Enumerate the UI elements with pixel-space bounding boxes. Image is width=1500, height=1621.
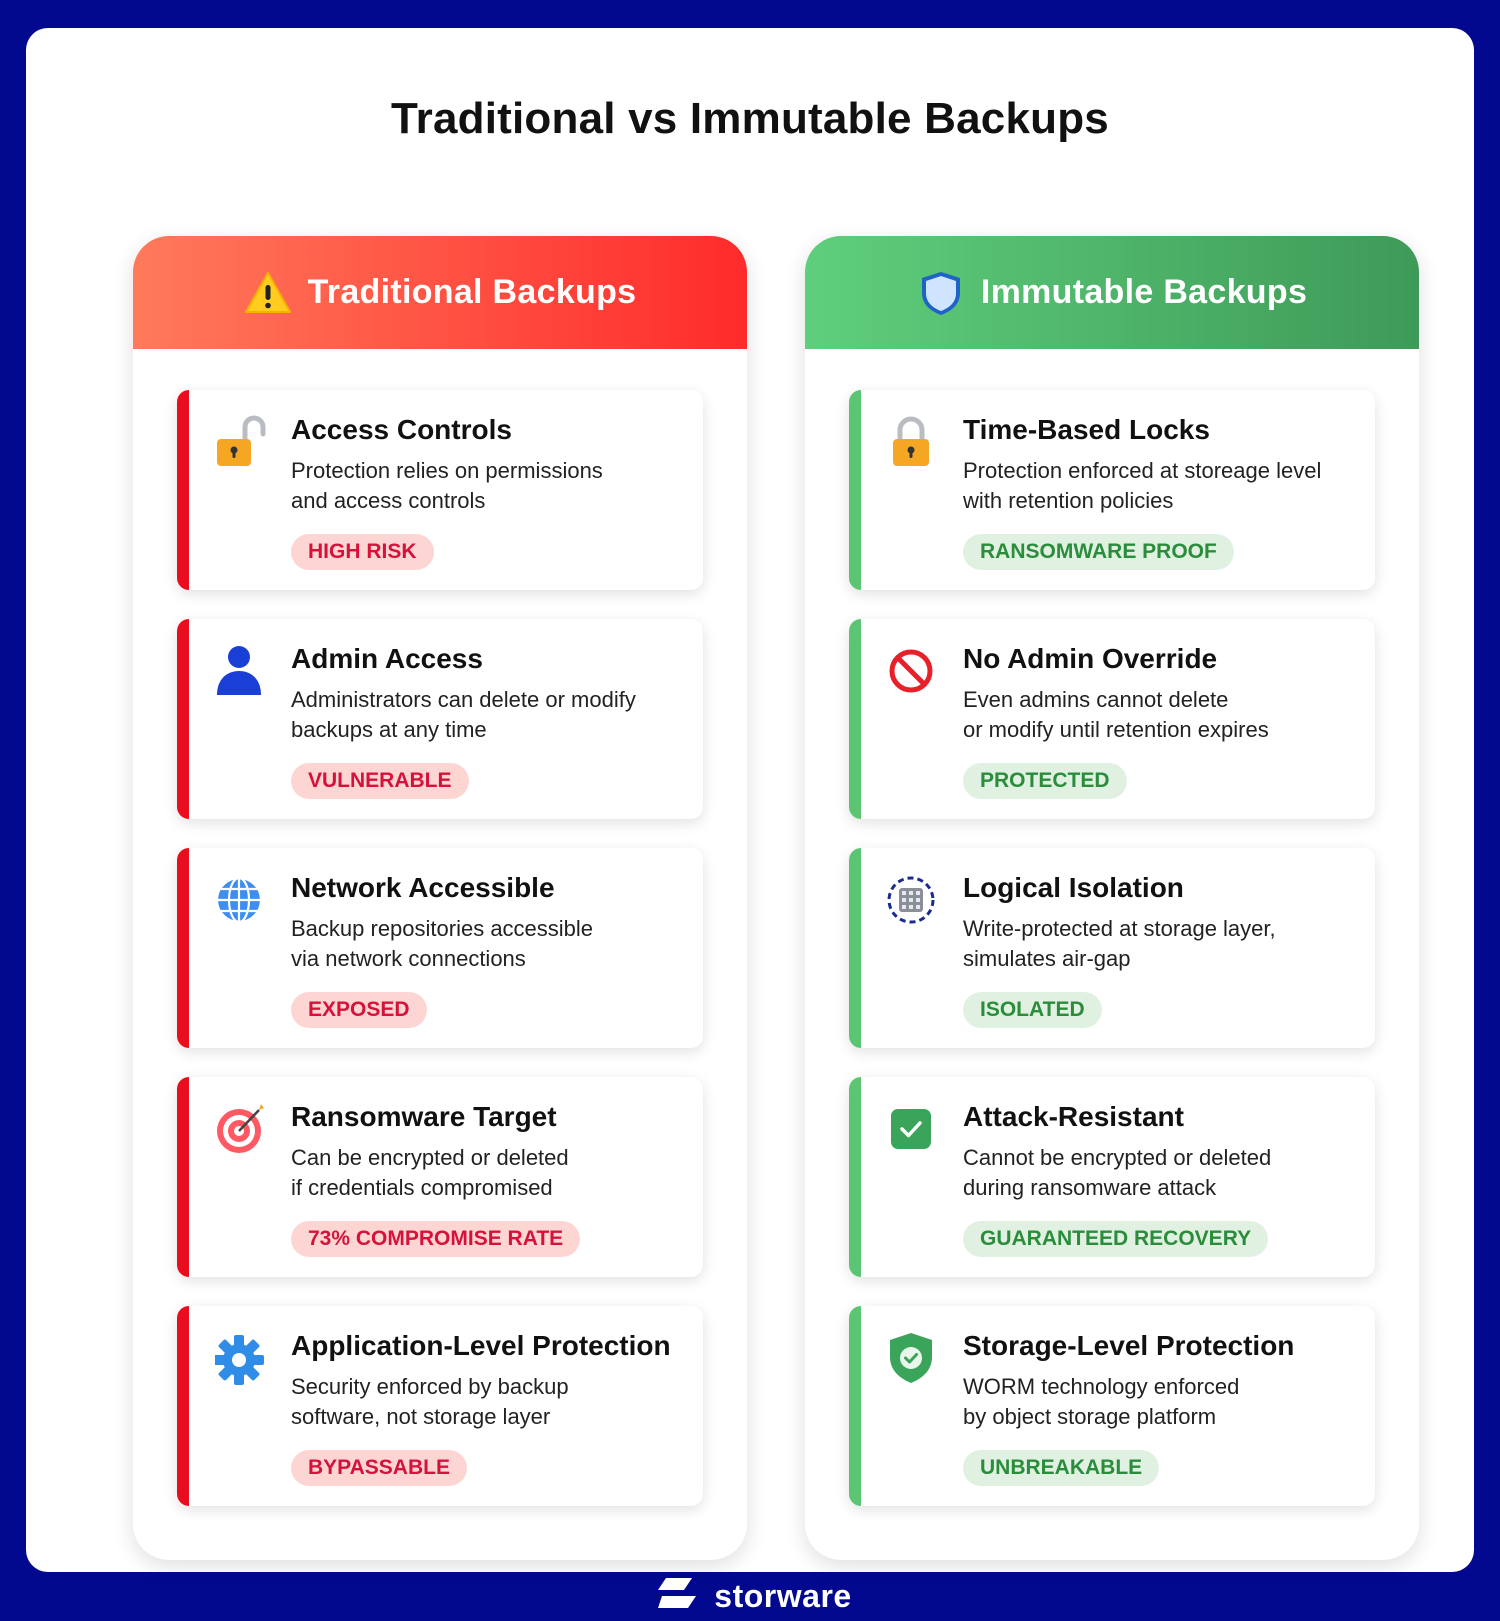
card-title: Ransomware Target — [291, 1101, 557, 1132]
card-title: Time-Based Locks — [963, 414, 1210, 445]
status-badge: PROTECTED — [963, 763, 1127, 799]
storware-logo-icon — [648, 1576, 704, 1616]
card-description-line: during ransomware attack — [963, 1175, 1217, 1200]
card-description — [291, 685, 691, 745]
status-badge: BYPASSABLE — [291, 1450, 467, 1486]
status-badge: ISOLATED — [963, 992, 1102, 1028]
traditional-header-label: Traditional Backups — [307, 273, 637, 311]
card-attack-resistant — [849, 1077, 1375, 1277]
brand-name: storware — [714, 1577, 852, 1614]
card-description-line: Protection relies on permissions — [291, 458, 603, 483]
card-description-line: if credentials compromised — [291, 1175, 553, 1200]
status-badge: UNBREAKABLE — [963, 1450, 1159, 1486]
card-title: Network Accessible — [291, 872, 555, 903]
immutable-backups-column — [805, 236, 1419, 1560]
status-badge: 73% COMPROMISE RATE — [291, 1221, 580, 1257]
card-no-admin-override — [849, 619, 1375, 819]
target-icon — [215, 1101, 267, 1157]
immutable-backups-header — [805, 236, 1419, 349]
card-description-line: WORM technology enforced — [963, 1374, 1240, 1399]
unlocked-padlock-icon — [215, 414, 267, 470]
traditional-backups-header — [133, 236, 747, 349]
check-box-icon — [887, 1101, 939, 1157]
card-description-line: software, not storage layer — [291, 1404, 551, 1429]
card-ransomware-target — [177, 1077, 703, 1277]
status-badge: EXPOSED — [291, 992, 427, 1028]
status-badge: HIGH RISK — [291, 534, 434, 570]
card-storage-level-protection — [849, 1306, 1375, 1506]
shield-check-icon — [887, 1330, 939, 1386]
infographic-panel — [26, 28, 1474, 1572]
card-description-line: Can be encrypted or deleted — [291, 1145, 569, 1170]
status-badge: GUARANTEED RECOVERY — [963, 1221, 1268, 1257]
card-admin-access — [177, 619, 703, 819]
card-description-line: Cannot be encrypted or deleted — [963, 1145, 1272, 1170]
card-application-level-protection — [177, 1306, 703, 1506]
card-description-line: backups at any time — [291, 717, 487, 742]
card-title: Access Controls — [291, 414, 512, 445]
locked-padlock-icon — [887, 414, 939, 470]
warning-icon — [244, 269, 292, 317]
card-description-line: Write-protected at storage layer, — [963, 916, 1276, 941]
status-badge: VULNERABLE — [291, 763, 469, 799]
card-description — [291, 914, 691, 974]
immutable-header-label: Immutable Backups — [980, 273, 1308, 311]
card-title: No Admin Override — [963, 643, 1218, 674]
card-description-line: and access controls — [291, 488, 486, 513]
isolated-server-icon — [887, 872, 939, 928]
card-description-line: Administrators can delete or modify — [291, 687, 636, 712]
card-description-line: with retention policies — [963, 488, 1174, 513]
card-description-line: Security enforced by backup — [291, 1374, 569, 1399]
card-title: Application-Level Protection — [291, 1330, 671, 1361]
card-description — [963, 1143, 1363, 1203]
globe-icon — [215, 872, 267, 928]
card-description — [963, 456, 1363, 516]
card-title: Attack-Resistant — [963, 1101, 1184, 1132]
status-badge: RANSOMWARE PROOF — [963, 534, 1234, 570]
card-access-controls — [177, 390, 703, 590]
card-description-line: or modify until retention expires — [963, 717, 1269, 742]
gear-icon — [215, 1330, 267, 1386]
card-title: Logical Isolation — [963, 872, 1184, 903]
card-logical-isolation — [849, 848, 1375, 1048]
card-description — [963, 685, 1363, 745]
card-description — [291, 1143, 691, 1203]
shield-icon — [917, 269, 965, 317]
prohibited-icon — [887, 643, 939, 699]
page-title: Traditional vs Immutable Backups — [391, 94, 1109, 143]
card-description — [291, 456, 691, 516]
card-description-line: simulates air-gap — [963, 946, 1131, 971]
card-network-accessible — [177, 848, 703, 1048]
user-icon — [215, 643, 267, 699]
card-title: Storage-Level Protection — [963, 1330, 1295, 1361]
card-description-line: via network connections — [291, 946, 526, 971]
card-description-line: Even admins cannot delete — [963, 687, 1229, 712]
card-description — [963, 914, 1363, 974]
brand-footer — [0, 1574, 1500, 1618]
card-description — [963, 1372, 1363, 1432]
traditional-backups-column — [133, 236, 747, 1560]
card-description-line: by object storage platform — [963, 1404, 1217, 1429]
card-description-line: Backup repositories accessible — [291, 916, 594, 941]
card-title: Admin Access — [291, 643, 483, 674]
card-description-line: Protection enforced at storeage level — [963, 458, 1322, 483]
card-time-based-locks — [849, 390, 1375, 590]
card-description — [291, 1372, 691, 1432]
